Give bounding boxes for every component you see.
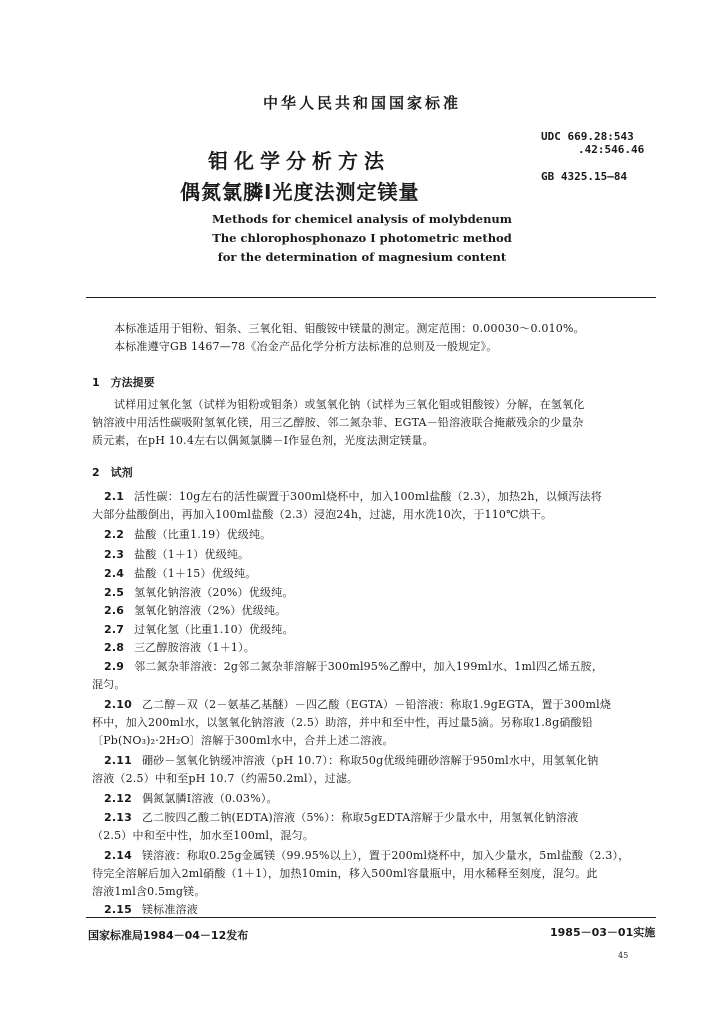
standard-name: 中华人民共和国国家标准 [262, 94, 461, 112]
item-text: 邻二氮杂菲溶液：2g邻二氮杂菲溶解于300ml95%乙醇中，加入199ml水、1ml四乙烯五胺， [134, 660, 604, 673]
section1-line1: 试样用过氧化氢（试样为钼粉或钼条）或氢氧化钠（试样为三氧化钼或钼酸铵）分解，在氢氧化 [114, 398, 585, 411]
item-continuation: 待完全溶解后加入2ml硝酸（1＋1），加热10min，移入500ml容量瓶中，用水稀释至刻度，混匀。此 [92, 867, 598, 880]
item-text: 活性碳：10g左右的活性碳置于300ml烧杯中，加入100ml盐酸（2.3），加热2h，以倾泻法将 [134, 490, 602, 503]
item-continuation: 溶液（2.5）中和至pH 10.7（约需50.2ml），过滤。 [92, 772, 359, 785]
top-divider [86, 297, 656, 298]
list-item [104, 847, 629, 863]
item-number: 2.8 [104, 641, 125, 654]
item-number: 2.2 [104, 528, 125, 541]
item-continuation: 溶液1ml含0.5mg镁。 [92, 885, 206, 898]
section1-heading: 1 方法提要 [92, 376, 155, 389]
list-item [104, 790, 278, 806]
list-item [104, 526, 271, 542]
list-item [104, 639, 255, 655]
item-text: 乙二醇－双（2－氨基乙基醚）－四乙酸（EGTA）－铅溶液：称取1.9gEGTA，置于300ml烧 [141, 698, 612, 711]
item-number: 2.13 [104, 811, 132, 824]
udc-code-line1: UDC 669.28:543 [541, 130, 634, 143]
item-continuation: 大部分盐酸倒出，再加入100ml盐酸（2.3）浸泡24h，过滤，用水洗10次，于110℃烘干。 [92, 508, 553, 521]
title-en-line1: Methods for chemicel analysis of molybdenum [212, 212, 512, 226]
item-number: 2.11 [104, 754, 132, 767]
item-text: 盐酸（1＋1）优级纯。 [134, 548, 250, 561]
intro-line2: 本标准遵守GB 1467—78《冶金产品化学分析方法标准的总则及一般规定》。 [114, 340, 498, 353]
list-item [104, 901, 198, 917]
item-text: 过氧化氢（比重1.10）优级纯。 [134, 623, 294, 636]
item-continuation: 杯中，加入200ml水，以氢氧化钠溶液（2.5）助溶，并中和至中性，再过量5滴。另称取1.8g硝酸铅 [92, 716, 593, 729]
item-number: 2.6 [104, 604, 125, 617]
title-cn-line2: 偶氮氯膦Ⅰ光度法测定镁量 [180, 180, 420, 204]
item-continuation: （2.5）中和至中性，加水至100ml，混匀。 [92, 829, 315, 842]
item-number: 2.15 [104, 903, 132, 916]
section1-line2: 钠溶液中用活性碳吸附氢氧化镁，用三乙醇胺、邻二氮杂菲、EGTA－铅溶液联合掩蔽残余的少量杂 [92, 416, 584, 429]
page-number: 45 [618, 951, 629, 960]
item-number: 2.5 [104, 586, 125, 599]
item-text: 镁溶液：称取0.25g金属镁（99.95%以上），置于200ml烧杯中，加入少量水，5ml盐酸（2.3）， [141, 849, 630, 862]
effective-date: 1985－03－01实施 [550, 926, 656, 939]
item-number: 2.14 [104, 849, 132, 862]
list-item [104, 546, 249, 562]
item-number: 2.10 [104, 698, 132, 711]
item-text: 硼砂－氢氧化钠缓冲溶液（pH 10.7）：称取50g优级纯硼砂溶解于950ml水中，用氢氧化钠 [141, 754, 599, 767]
issue-date: 国家标准局1984－04－12发布 [88, 929, 249, 942]
item-number: 2.1 [104, 490, 125, 503]
list-item [104, 621, 294, 637]
list-item [104, 658, 603, 674]
item-text: 盐酸（1＋15）优级纯。 [134, 567, 257, 580]
title-en-line2: The chlorophosphonazo I photometric method [212, 231, 512, 245]
udc-code-line2: .42:546.46 [578, 143, 645, 156]
title-en-line3: for the determination of magnesium content [217, 250, 507, 264]
section2-heading: 2 试剂 [92, 466, 133, 479]
item-text: 偶氮氯膦Ⅰ溶液（0.03%）。 [141, 792, 278, 805]
item-text: 氢氧化钠溶液（20%）优级纯。 [134, 586, 294, 599]
item-number: 2.3 [104, 548, 125, 561]
list-item [104, 584, 294, 600]
list-item [104, 752, 598, 768]
list-item [104, 809, 578, 825]
item-number: 2.7 [104, 623, 125, 636]
section1-line3: 质元素，在pH 10.4左右以偶氮氯膦－Ⅰ作显色剂，光度法测定镁量。 [92, 434, 434, 447]
item-number: 2.4 [104, 567, 125, 580]
item-number: 2.12 [104, 792, 132, 805]
item-continuation: 混匀。 [92, 678, 126, 691]
list-item [104, 565, 257, 581]
item-text: 乙二胺四乙酸二钠(EDTA)溶液（5%）：称取5gEDTA溶解于少量水中，用氢氧化钠溶液 [141, 811, 579, 824]
item-text: 盐酸（比重1.19）优级纯。 [134, 528, 272, 541]
gb-code: GB 4325.15—84 [541, 170, 628, 183]
list-item [104, 602, 286, 618]
item-text: 三乙醇胺溶液（1＋1）。 [134, 641, 255, 654]
intro-line1: 本标准适用于钼粉、钼条、三氧化钼、钼酸铵中镁量的测定。测定范围：0.00030～0.010%。 [114, 322, 585, 335]
item-text: 镁标准溶液 [141, 903, 198, 916]
item-number: 2.9 [104, 660, 125, 673]
bottom-divider [86, 917, 656, 918]
item-text: 氢氧化钠溶液（2%）优级纯。 [134, 604, 287, 617]
item-continuation: 〔Pb(NO₃)₂·2H₂O〕溶解于300ml水中，合并上述二溶液。 [92, 734, 394, 747]
list-item [104, 696, 611, 712]
title-cn-line1: 钼化学分析方法 [208, 149, 390, 173]
list-item [104, 488, 602, 504]
